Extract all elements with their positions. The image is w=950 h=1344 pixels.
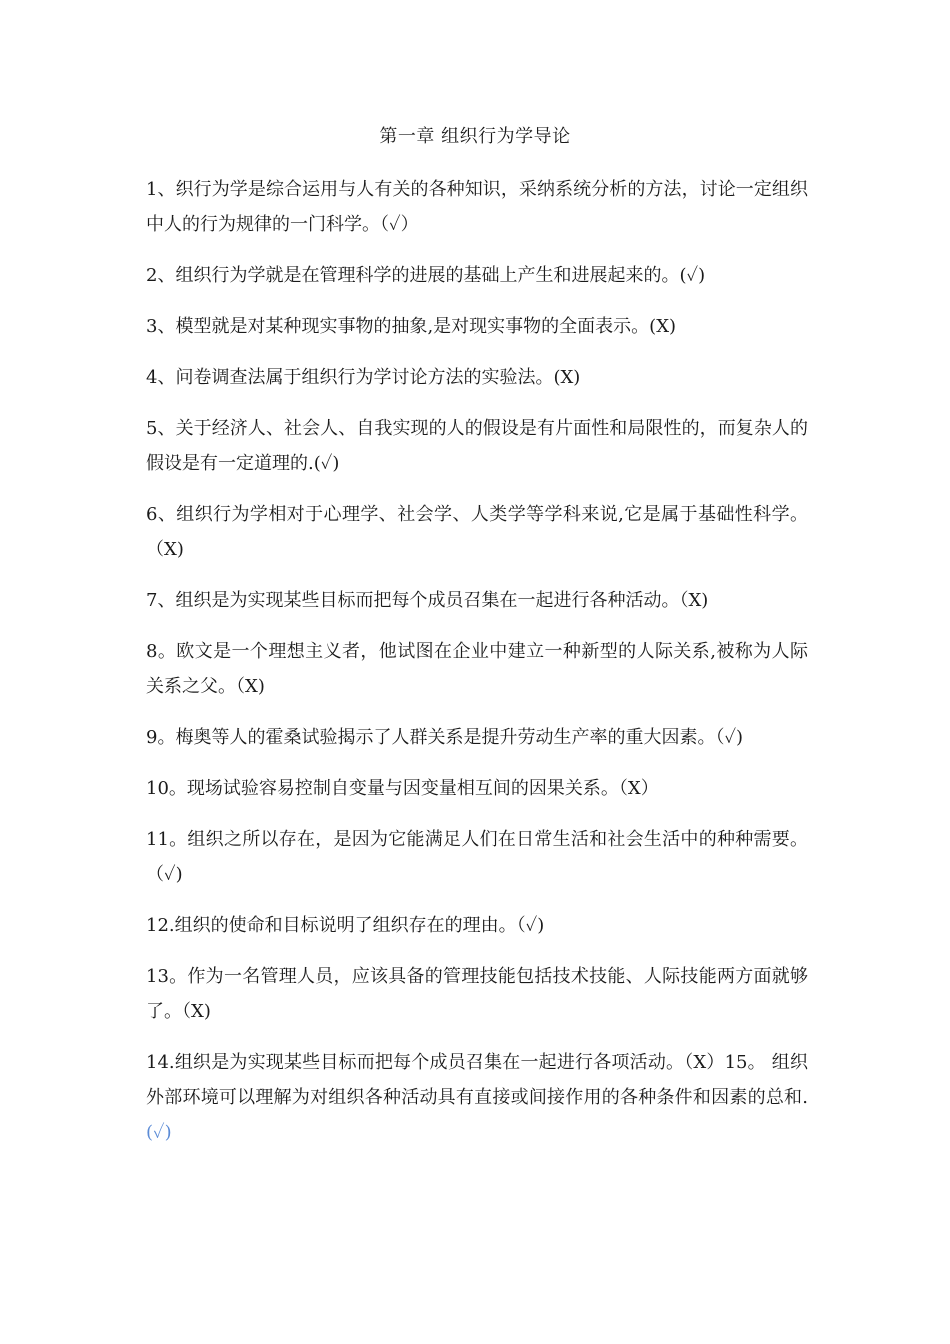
chapter-title: 第一章 组织行为学导论 xyxy=(379,126,571,147)
list-item: 13。作为一名管理人员，应该具备的管理技能包括技术技能、人际技能两方面就够了。（X) xyxy=(146,966,808,1022)
list-item: 2、组织行为学就是在管理科学的进展的基础上产生和进展起来的。(✓) xyxy=(146,265,706,286)
list-item: 5、关于经济人、社会人、自我实现的人的假设是有片面性和局限性的，而复杂人的假设是有一定道理的.(✓) xyxy=(146,418,808,474)
list-item: 9。梅奥等人的霍桑试验揭示了人群关系是提升劳动生产率的重大因素。（✓) xyxy=(146,727,744,748)
list-item-last xyxy=(146,1045,808,1150)
answer-mark: (✓) xyxy=(146,1122,172,1143)
list-item: 1、织行为学是综合运用与人有关的各种知识，采纳系统分析的方法，讨论一定组织中人的行为规律的一门科学。（✓） xyxy=(146,179,808,235)
list-item: 11。组织之所以存在，是因为它能满足人们在日常生活和社会生活中的种种需要。（✓) xyxy=(146,829,808,885)
question-list xyxy=(146,172,808,1166)
list-item: 7、组织是为实现某些目标而把每个成员召集在一起进行各种活动。（X) xyxy=(146,590,709,611)
list-item-text: 14.组织是为实现某些目标而把每个成员召集在一起进行各项活动。（X）15。 组织外部环境可以理解为对组织各种活动具有直接或间接作用的各种条件和因素的总和. xyxy=(146,1052,808,1108)
list-item: 12.组织的使命和目标说明了组织存在的理由。（✓) xyxy=(146,915,545,936)
list-item: 6、组织行为学相对于心理学、社会学、人类学等学科来说,它是属于基础性科学。（X) xyxy=(146,504,808,560)
list-item: 8。欧文是一个理想主义者，他试图在企业中建立一种新型的人际关系,被称为人际关系之父。（X) xyxy=(146,641,808,697)
list-item: 10。现场试验容易控制自变量与因变量相互间的因果关系。（X） xyxy=(146,778,659,799)
list-item: 3、模型就是对某种现实事物的抽象,是对现实事物的全面表示。(X) xyxy=(146,316,677,337)
list-item: 4、问卷调查法属于组织行为学讨论方法的实验法。(X) xyxy=(146,367,581,388)
